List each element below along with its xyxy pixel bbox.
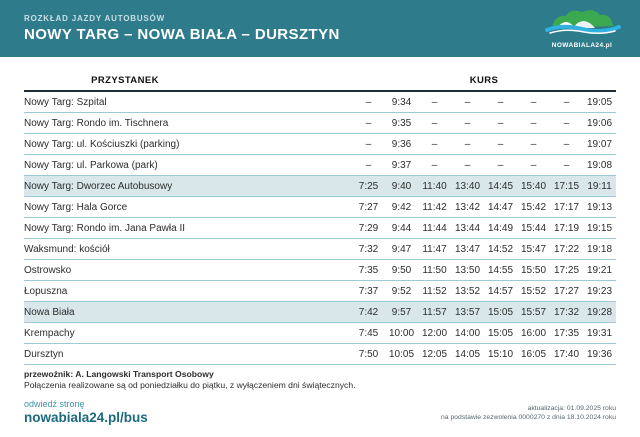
time-cell: 19:06	[586, 117, 613, 129]
stop-name: Ostrowsko	[24, 264, 72, 276]
time-cell: 9:40	[391, 180, 412, 192]
table-row	[24, 344, 616, 365]
time-cell: 12:00	[421, 327, 448, 339]
time-cell: 7:29	[358, 222, 379, 234]
carrier-note: przewoźnik: A. Langowski Transport Osobowy	[24, 369, 214, 379]
time-cell: –	[464, 159, 471, 171]
time-cell: 14:05	[454, 348, 481, 360]
time-cell: 7:37	[358, 285, 379, 297]
time-cell: –	[563, 117, 570, 129]
stop-name: Krempachy	[24, 327, 75, 339]
time-cell: 9:37	[391, 159, 412, 171]
stop-name: Nowy Targ: Szpital	[24, 96, 107, 108]
time-cell: –	[530, 159, 537, 171]
time-cell: 19:28	[586, 306, 613, 318]
time-cell: 19:15	[586, 222, 613, 234]
service-note: Połączenia realizowane są od poniedziałku do piątku, z wyłączeniem dni świątecznych.	[24, 379, 356, 390]
footer-bar	[24, 399, 616, 425]
time-cell: 15:50	[520, 264, 547, 276]
table-row	[24, 218, 616, 239]
stop-name: Łopuszna	[24, 285, 68, 297]
time-cell: 15:57	[520, 306, 547, 318]
time-cell: –	[497, 159, 504, 171]
time-cell: 15:52	[520, 285, 547, 297]
time-cell: –	[431, 138, 438, 150]
time-cell: 11:44	[422, 222, 447, 234]
time-cell: 10:05	[388, 348, 415, 360]
time-cell: 7:42	[358, 306, 379, 318]
time-cell: 7:50	[358, 348, 379, 360]
time-cell: –	[431, 117, 438, 129]
time-cell: 12:05	[421, 348, 448, 360]
visit-label: odwiedź stronę	[24, 399, 85, 409]
time-cell: –	[530, 96, 537, 108]
time-cell: –	[365, 96, 372, 108]
table-row	[24, 323, 616, 344]
time-cell: 14:52	[487, 243, 514, 255]
timetable	[24, 70, 616, 365]
column-header-kurs: KURS	[469, 74, 499, 86]
stop-name: Nowy Targ: Dworzec Autobusowy	[24, 180, 173, 192]
time-cell: 13:47	[454, 243, 481, 255]
time-cell: 13:40	[454, 180, 481, 192]
time-cell: 7:35	[358, 264, 379, 276]
time-cell: 16:00	[520, 327, 547, 339]
time-cell: –	[365, 117, 372, 129]
time-cell: –	[497, 96, 504, 108]
time-cell: 13:50	[454, 264, 481, 276]
time-cell: –	[563, 96, 570, 108]
time-cell: –	[464, 138, 471, 150]
time-cell: 15:10	[487, 348, 514, 360]
time-cell: –	[464, 117, 471, 129]
time-cell: 9:42	[391, 201, 412, 213]
table-row	[24, 92, 616, 113]
header-bar	[0, 0, 640, 57]
time-cell: 17:19	[553, 222, 580, 234]
time-cell: 9:44	[391, 222, 412, 234]
time-cell: 19:21	[586, 264, 613, 276]
time-cell: 14:57	[487, 285, 514, 297]
time-cell: 13:52	[454, 285, 481, 297]
time-cell: 15:40	[520, 180, 547, 192]
time-cell: 17:27	[553, 285, 580, 297]
mountains-wave-icon	[540, 26, 624, 43]
time-cell: 16:05	[520, 348, 547, 360]
time-cell: 14:49	[487, 222, 514, 234]
time-cell: 19:07	[586, 138, 613, 150]
table-row	[24, 281, 616, 302]
time-cell: 11:52	[422, 285, 447, 297]
time-cell: 11:42	[422, 201, 447, 213]
time-cell: 19:11	[587, 180, 612, 192]
stop-name: Nowa Biała	[24, 306, 75, 318]
time-cell: 15:05	[487, 306, 514, 318]
time-cell: 19:08	[586, 159, 613, 171]
time-cell: 15:42	[520, 201, 547, 213]
page-title: NOWY TARG – NOWA BIAŁA – DURSZTYN	[24, 26, 340, 43]
time-cell: 14:00	[454, 327, 481, 339]
time-cell: 17:17	[553, 201, 580, 213]
table-row	[24, 239, 616, 260]
time-cell: 17:15	[553, 180, 580, 192]
table-row	[24, 302, 616, 323]
time-cell: 7:32	[358, 243, 379, 255]
time-cell: –	[365, 159, 372, 171]
site-link[interactable]: nowabiala24.pl/bus	[24, 410, 148, 425]
time-cell: 13:57	[454, 306, 481, 318]
stop-name: Dursztyn	[24, 348, 64, 360]
time-cell: 9:50	[391, 264, 412, 276]
column-header-przystanek: PRZYSTANEK	[91, 74, 159, 86]
time-cell: –	[497, 117, 504, 129]
time-cell: 9:34	[391, 96, 412, 108]
time-cell: 19:13	[586, 201, 613, 213]
time-cell: 7:45	[358, 327, 379, 339]
time-cell: 9:52	[391, 285, 412, 297]
table-row	[24, 134, 616, 155]
time-cell: 14:55	[487, 264, 514, 276]
time-cell: 11:40	[422, 180, 447, 192]
time-cell: –	[365, 138, 372, 150]
time-cell: 19:18	[586, 243, 613, 255]
time-cell: 9:47	[391, 243, 412, 255]
table-row	[24, 176, 616, 197]
table-row	[24, 260, 616, 281]
time-cell: –	[530, 138, 537, 150]
update-info	[441, 404, 616, 422]
time-cell: –	[563, 159, 570, 171]
time-cell: –	[431, 159, 438, 171]
time-cell: –	[563, 138, 570, 150]
time-cell: 19:31	[586, 327, 613, 339]
stop-name: Waksmund: kościół	[24, 243, 110, 255]
site-logo[interactable]	[538, 5, 626, 49]
time-cell: 11:57	[422, 306, 447, 318]
notes-section	[24, 369, 356, 390]
visit-block	[24, 399, 148, 425]
stop-name: Nowy Targ: ul. Kościuszki (parking)	[24, 138, 180, 150]
time-cell: –	[497, 138, 504, 150]
timetable-header-row	[24, 70, 616, 92]
time-cell: 19:23	[586, 285, 613, 297]
header-subtitle: ROZKŁAD JAZDY AUTOBUSÓW	[24, 14, 165, 23]
time-cell: 15:05	[487, 327, 514, 339]
time-cell: 7:25	[358, 180, 379, 192]
time-cell: 17:40	[553, 348, 580, 360]
stop-name: Nowy Targ: ul. Parkowa (park)	[24, 159, 158, 171]
time-cell: –	[464, 96, 471, 108]
update-line1: aktualizacja: 01.09.2025 roku	[527, 405, 616, 412]
time-cell: 10:00	[388, 327, 415, 339]
time-cell: 11:47	[422, 243, 447, 255]
stop-name: Nowy Targ: Rondo im. Tischnera	[24, 117, 169, 129]
time-cell: 9:36	[391, 138, 412, 150]
time-cell: 15:47	[520, 243, 547, 255]
header-titles	[24, 14, 340, 43]
time-cell: 14:45	[487, 180, 514, 192]
time-cell: 19:05	[586, 96, 613, 108]
timetable-body	[24, 92, 616, 365]
time-cell: 9:35	[391, 117, 412, 129]
time-cell: –	[530, 117, 537, 129]
time-cell: 14:47	[487, 201, 514, 213]
time-cell: 9:57	[391, 306, 412, 318]
time-cell: 11:50	[422, 264, 447, 276]
stop-name: Nowy Targ: Rondo im. Jana Pawła II	[24, 222, 186, 234]
time-cell: 13:42	[454, 201, 481, 213]
table-row	[24, 197, 616, 218]
time-cell: 7:27	[358, 201, 379, 213]
time-cell: 15:44	[520, 222, 547, 234]
table-row	[24, 155, 616, 176]
table-row	[24, 113, 616, 134]
time-cell: 17:32	[553, 306, 580, 318]
update-line2: na podstawie zezwolenia 0000270 z dnia 18.10.2024 roku	[441, 414, 616, 422]
time-cell: 17:22	[553, 243, 580, 255]
time-cell: 17:35	[553, 327, 580, 339]
time-cell: 19:36	[586, 348, 613, 360]
logo-text: NOWABIALA24.pl	[551, 42, 613, 49]
time-cell: –	[431, 96, 438, 108]
stop-name: Nowy Targ: Hala Gorce	[24, 201, 128, 213]
time-cell: 13:44	[454, 222, 481, 234]
time-cell: 17:25	[553, 264, 580, 276]
